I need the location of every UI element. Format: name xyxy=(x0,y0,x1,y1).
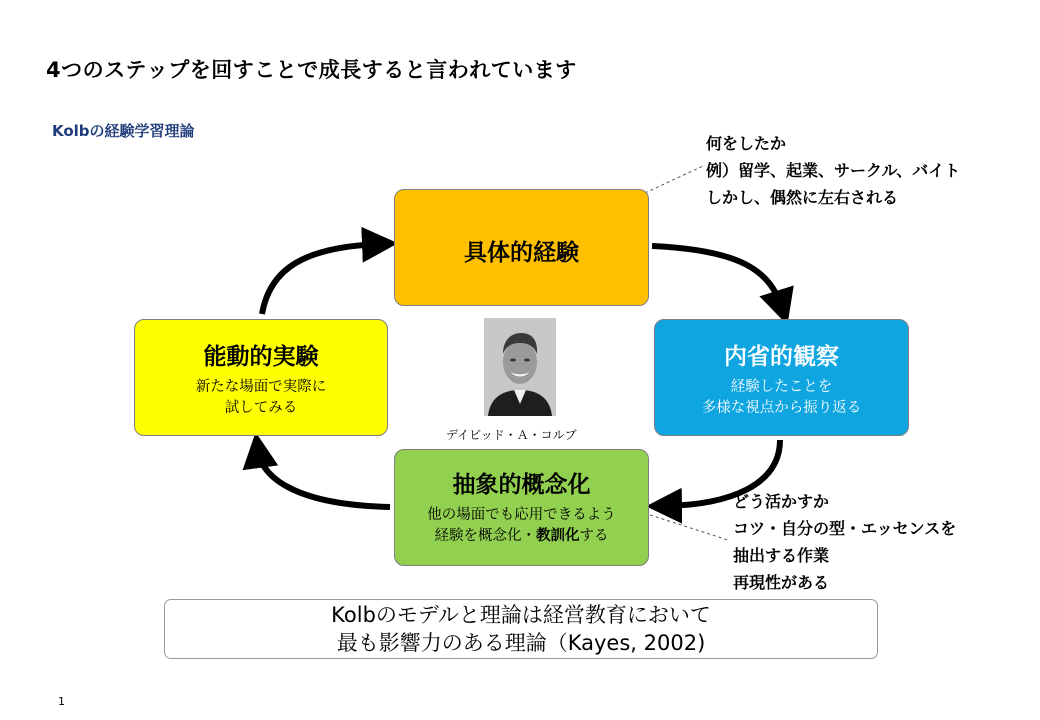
active-experimentation-line1: 新たな場面で実際に xyxy=(195,379,327,395)
summary-line1: Kolbのモデルと理論は経営教育において xyxy=(331,603,711,627)
active-experimentation-heading: 能動的実験 xyxy=(203,344,319,370)
section-subtitle: Kolbの経験学習理論 xyxy=(52,122,195,140)
note-bottom xyxy=(733,488,956,596)
callout-line-bottom xyxy=(650,515,728,540)
active-experimentation-box xyxy=(134,319,388,436)
abstract-line2-emphasis: 教訓化 xyxy=(536,528,580,544)
arrow-active-to-concrete xyxy=(262,244,380,314)
arrow-abstract-to-active xyxy=(258,450,390,507)
reflective-observation-line1: 経験したことを xyxy=(730,379,833,395)
callout-line-top xyxy=(645,166,703,193)
abstract-conceptualization-box xyxy=(394,449,649,566)
concrete-experience-heading: 具体的経験 xyxy=(464,240,579,266)
abstract-conceptualization-line1: 他の場面でも応用できるよう xyxy=(427,507,616,523)
note-bottom-line: どう活かすか xyxy=(733,492,830,511)
photo-caption: デイビッド・Ａ・コルブ xyxy=(446,428,577,442)
note-bottom-line: 再現性がある xyxy=(733,573,830,592)
note-top xyxy=(706,130,960,211)
page-title: 4つのステップを回すことで成長すると言われています xyxy=(46,58,577,82)
abstract-conceptualization-heading: 抽象的概念化 xyxy=(452,472,591,498)
reflective-observation-box xyxy=(654,319,909,436)
reflective-observation-line2: 多様な視点から振り返る xyxy=(701,400,862,416)
reflective-observation-heading: 内省的観察 xyxy=(724,344,839,370)
kolb-portrait-image xyxy=(484,318,556,416)
bottom-summary-box xyxy=(164,599,878,659)
page-number: 1 xyxy=(58,695,65,708)
active-experimentation-line2: 試してみる xyxy=(224,400,298,416)
concrete-experience-box xyxy=(394,189,649,306)
note-bottom-line: コツ・自分の型・エッセンスを xyxy=(733,519,957,538)
arrow-concrete-to-reflective xyxy=(652,246,782,308)
note-top-line: 例）留学、起業、サークル、バイト xyxy=(706,161,961,180)
abstract-conceptualization-line2 xyxy=(395,526,648,547)
note-top-line: 何をしたか xyxy=(706,134,787,153)
summary-line2: 最も影響力のある理論（Kayes, 2002) xyxy=(336,631,706,655)
note-bottom-line: 抽出する作業 xyxy=(733,546,830,565)
note-top-line: しかし、偶然に左右される xyxy=(706,188,899,207)
abstract-line2-part1: 経験を概念化・ xyxy=(434,528,536,544)
abstract-line2-part3: する xyxy=(579,528,609,544)
